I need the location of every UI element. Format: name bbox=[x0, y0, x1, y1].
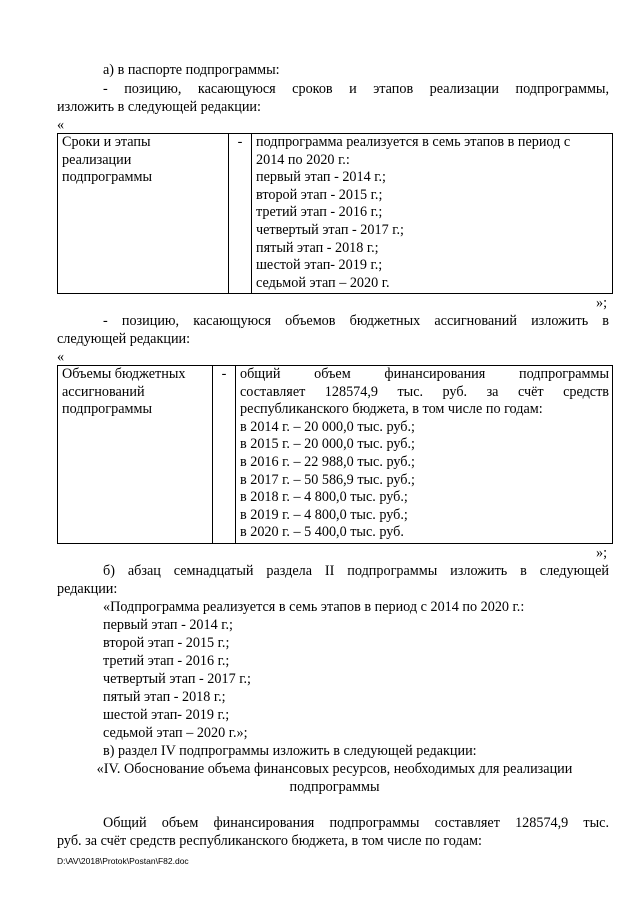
section-heading-line-1: «IV. Обоснование объема финансовых ресурсов, необходимых для реализации bbox=[96, 761, 573, 777]
terms-content-line: пятый этап - 2018 г.; bbox=[256, 239, 379, 256]
budget-content-line: составляет 128574,9 тыс. руб. за счёт средств bbox=[240, 383, 609, 400]
final-paragraph-line-1: Общий объем финансирования подпрограммы составляет 128574,9 тыс. bbox=[103, 815, 609, 831]
quote-line: пятый этап - 2018 г.; bbox=[103, 689, 226, 705]
budget-label-line: ассигнований bbox=[62, 383, 145, 400]
terms-content-line: шестой этап- 2019 г.; bbox=[256, 257, 383, 274]
budget-label-line: подпрограммы bbox=[62, 401, 152, 418]
quote-line: третий этап - 2016 г.; bbox=[103, 653, 230, 669]
budget-content-line: республиканского бюджета, в том числе по годам: bbox=[240, 401, 543, 418]
final-paragraph-line-2: руб. за счёт средств республиканского бюджета, в том числе по годам: bbox=[57, 833, 482, 849]
quote-line: второй этап - 2015 г.; bbox=[103, 635, 230, 651]
terms-content-line: подпрограмма реализуется в семь этапов в период с bbox=[256, 134, 571, 150]
section-c-line: в) раздел IV подпрограммы изложить в следующей редакции: bbox=[103, 743, 477, 759]
terms-label-cell bbox=[58, 134, 229, 294]
budget-content-line: в 2014 г. – 20 000,0 тыс. руб.; bbox=[240, 418, 415, 435]
footer-file-path: D:\AV\2018\Protok\Postan\F82.doc bbox=[57, 856, 189, 866]
position-terms-line-2: изложить в следующей редакции: bbox=[57, 99, 261, 115]
section-b-line-2: редакции: bbox=[57, 581, 118, 597]
terms-label-line: Сроки и этапы bbox=[62, 134, 151, 150]
budget-content-line: в 2019 г. – 4 800,0 тыс. руб.; bbox=[240, 506, 408, 523]
budget-content-line: общий объем финансирования подпрограммы bbox=[240, 366, 609, 382]
quote-close-1: »; bbox=[596, 295, 608, 311]
terms-content-line: 2014 по 2020 г.: bbox=[256, 151, 350, 168]
terms-dash-cell: - bbox=[229, 134, 252, 294]
section-heading-line-2: подпрограммы bbox=[289, 779, 380, 795]
terms-content-line: четвертый этап - 2017 г.; bbox=[256, 221, 404, 238]
position-terms-line-1: - позицию, касающуюся сроков и этапов реализации подпрограммы, bbox=[103, 81, 609, 97]
budget-table bbox=[57, 365, 613, 544]
budget-content-line: в 2015 г. – 20 000,0 тыс. руб.; bbox=[240, 436, 415, 453]
terms-label-line: подпрограммы bbox=[62, 169, 152, 186]
budget-content-cell bbox=[236, 366, 613, 544]
quote-line: «Подпрограмма реализуется в семь этапов в период с 2014 по 2020 г.: bbox=[103, 599, 525, 615]
quote-line: седьмой этап – 2020 г.»; bbox=[103, 725, 248, 741]
terms-content-cell bbox=[252, 134, 613, 294]
terms-table bbox=[57, 133, 613, 294]
budget-dash-cell: - bbox=[213, 366, 236, 544]
position-volume-line-1: - позицию, касающуюся объемов бюджетных ассигнований изложить в bbox=[103, 313, 609, 329]
budget-label-cell bbox=[58, 366, 213, 544]
budget-label-line: Объемы бюджетных bbox=[62, 366, 186, 382]
budget-content-line: в 2018 г. – 4 800,0 тыс. руб.; bbox=[240, 489, 408, 506]
quote-line: шестой этап- 2019 г.; bbox=[103, 707, 230, 723]
position-volume-line-2: следующей редакции: bbox=[57, 331, 191, 347]
section-a-intro: а) в паспорте подпрограммы: bbox=[103, 62, 280, 78]
terms-content-line: второй этап - 2015 г.; bbox=[256, 186, 383, 203]
section-b-line-1: б) абзац семнадцатый раздела II подпрограммы изложить в следующей bbox=[103, 563, 609, 579]
quote-open-2: « bbox=[57, 349, 65, 365]
terms-content-line: первый этап - 2014 г.; bbox=[256, 169, 386, 186]
budget-content-line: в 2020 г. – 5 400,0 тыс. руб. bbox=[240, 524, 404, 541]
terms-content-line: седьмой этап – 2020 г. bbox=[256, 274, 390, 291]
terms-label-line: реализации bbox=[62, 151, 132, 168]
budget-content-line: в 2016 г. – 22 988,0 тыс. руб.; bbox=[240, 453, 415, 470]
budget-content-line: в 2017 г. – 50 586,9 тыс. руб.; bbox=[240, 471, 415, 488]
quote-line: первый этап - 2014 г.; bbox=[103, 617, 233, 633]
quote-close-2: »; bbox=[596, 545, 608, 561]
terms-content-line: третий этап - 2016 г.; bbox=[256, 204, 383, 221]
quote-line: четвертый этап - 2017 г.; bbox=[103, 671, 251, 687]
quote-open-1: « bbox=[57, 117, 65, 133]
